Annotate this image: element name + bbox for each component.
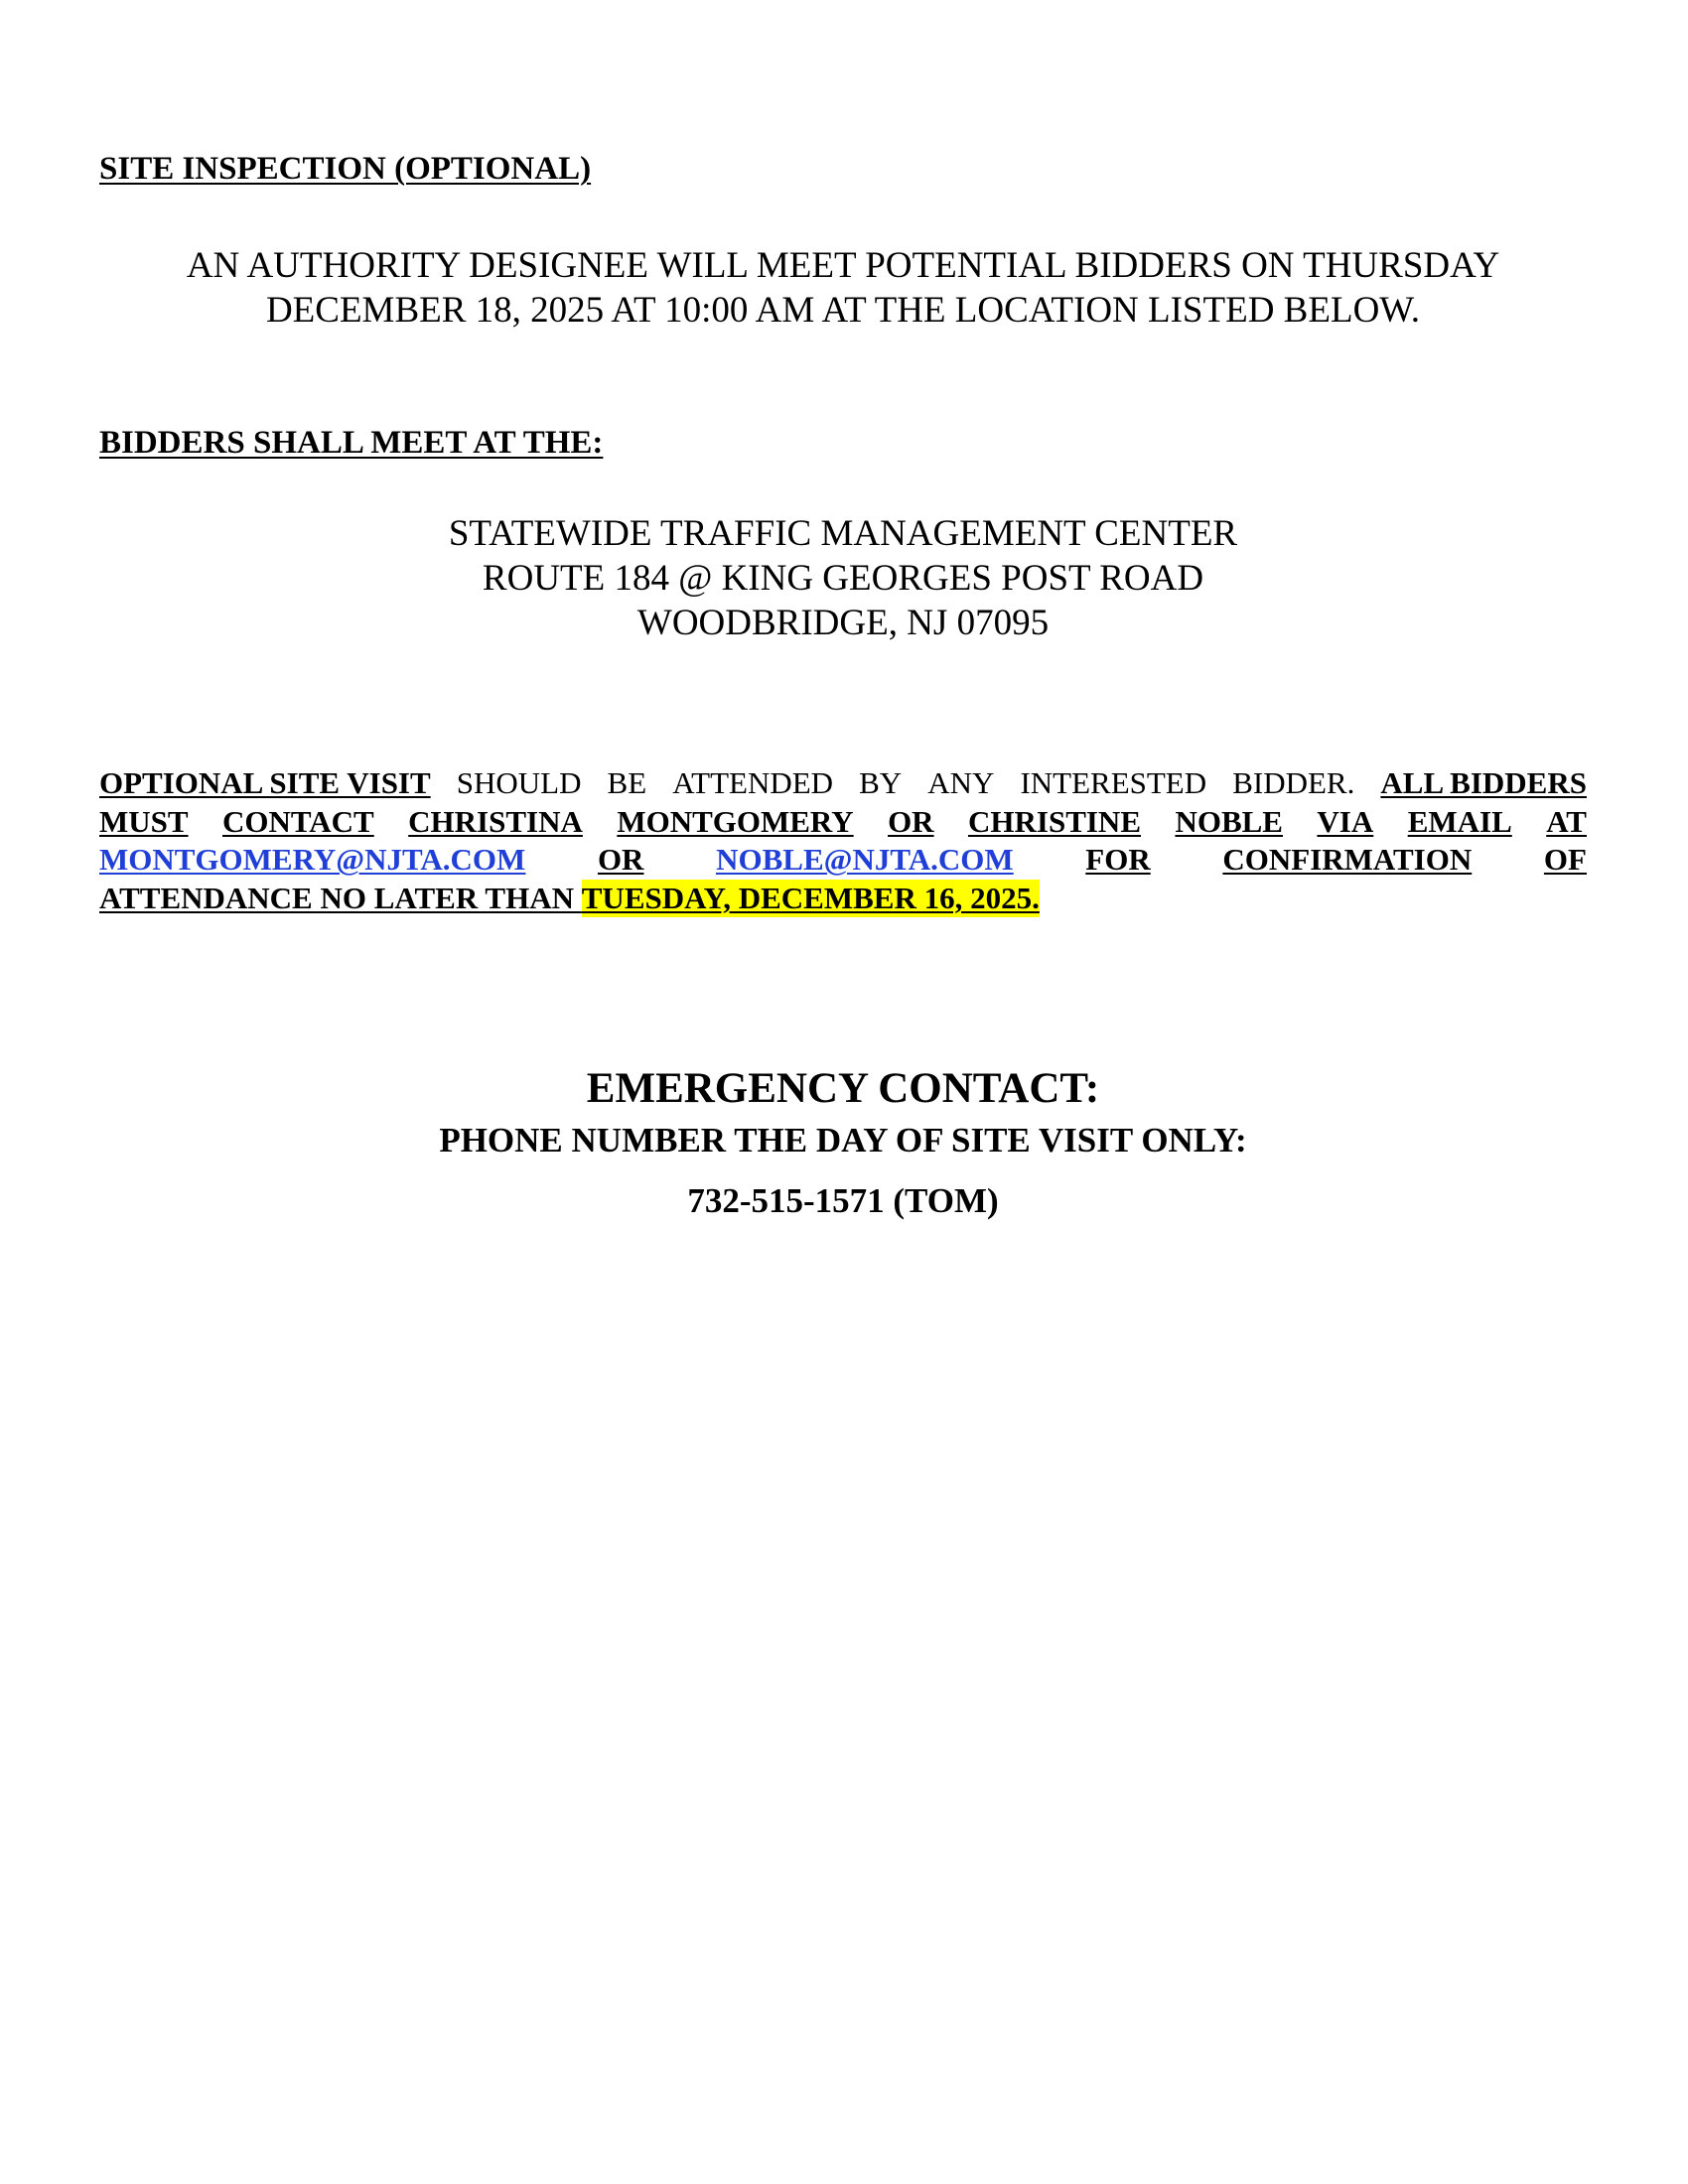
site-inspection-line-2: DECEMBER 18, 2025 AT 10:00 AM AT THE LOCATION LISTED BELOW. xyxy=(265,290,1421,331)
emergency-contact-title: EMERGENCY CONTACT: xyxy=(586,1065,1100,1112)
notice-word: INTERESTED xyxy=(1020,765,1207,800)
notice-line-1 xyxy=(99,764,1587,803)
notice-word: BY xyxy=(859,765,903,800)
optional-site-visit-label: OPTIONAL SITE VISIT xyxy=(99,765,431,800)
notice-word: ATTENDANCE NO LATER THAN xyxy=(99,880,582,915)
notice-line-3 xyxy=(99,841,1587,880)
notice-word: BE xyxy=(607,765,647,800)
notice-word: OF xyxy=(1543,842,1587,877)
site-inspection-line-1: AN AUTHORITY DESIGNEE WILL MEET POTENTIAL BIDDERS ON THURSDAY xyxy=(186,245,1500,286)
notice-word: SHOULD xyxy=(456,765,582,800)
notice-word: VIA xyxy=(1317,803,1374,839)
notice-word: CONFIRMATION xyxy=(1222,842,1473,877)
address-line-1: STATEWIDE TRAFFIC MANAGEMENT CENTER xyxy=(448,513,1238,554)
notice-word: NOBLE xyxy=(1175,803,1283,839)
notice-word: OR xyxy=(888,803,934,839)
all-bidders-label: ALL BIDDERS xyxy=(1380,765,1587,800)
attendance-notice xyxy=(99,764,1587,917)
meeting-heading: BIDDERS SHALL MEET AT THE: xyxy=(99,425,604,461)
montgomery-email-link[interactable]: MONTGOMERY@NJTA.COM xyxy=(99,842,526,877)
emergency-phone-number: 732-515-1571 (TOM) xyxy=(687,1181,999,1220)
deadline-highlight: TUESDAY, DECEMBER 16, 2025. xyxy=(582,880,1040,918)
notice-word: AT xyxy=(1546,803,1587,839)
notice-word: OR xyxy=(597,842,644,877)
notice-word: CHRISTINE xyxy=(968,803,1141,839)
notice-word: ANY xyxy=(927,765,995,800)
emergency-contact-subtitle: PHONE NUMBER THE DAY OF SITE VISIT ONLY: xyxy=(439,1121,1247,1160)
notice-line-4 xyxy=(99,880,1587,918)
notice-word: ATTENDED xyxy=(672,765,834,800)
notice-word: CHRISTINA xyxy=(408,803,583,839)
notice-word: MUST xyxy=(99,803,189,839)
notice-line-2 xyxy=(99,803,1587,842)
meeting-address xyxy=(99,511,1587,645)
noble-email-link[interactable]: NOBLE@NJTA.COM xyxy=(716,842,1014,877)
notice-word: MONTGOMERY xyxy=(617,803,854,839)
notice-word: EMAIL xyxy=(1407,803,1512,839)
address-line-3: WOODBRIDGE, NJ 07095 xyxy=(636,603,1050,643)
notice-word: FOR xyxy=(1085,842,1151,877)
site-inspection-text xyxy=(99,243,1587,333)
notice-word: BIDDER. xyxy=(1232,765,1355,800)
address-line-2: ROUTE 184 @ KING GEORGES POST ROAD xyxy=(482,558,1204,599)
site-inspection-heading: SITE INSPECTION (OPTIONAL) xyxy=(99,151,592,187)
notice-word: CONTACT xyxy=(222,803,374,839)
